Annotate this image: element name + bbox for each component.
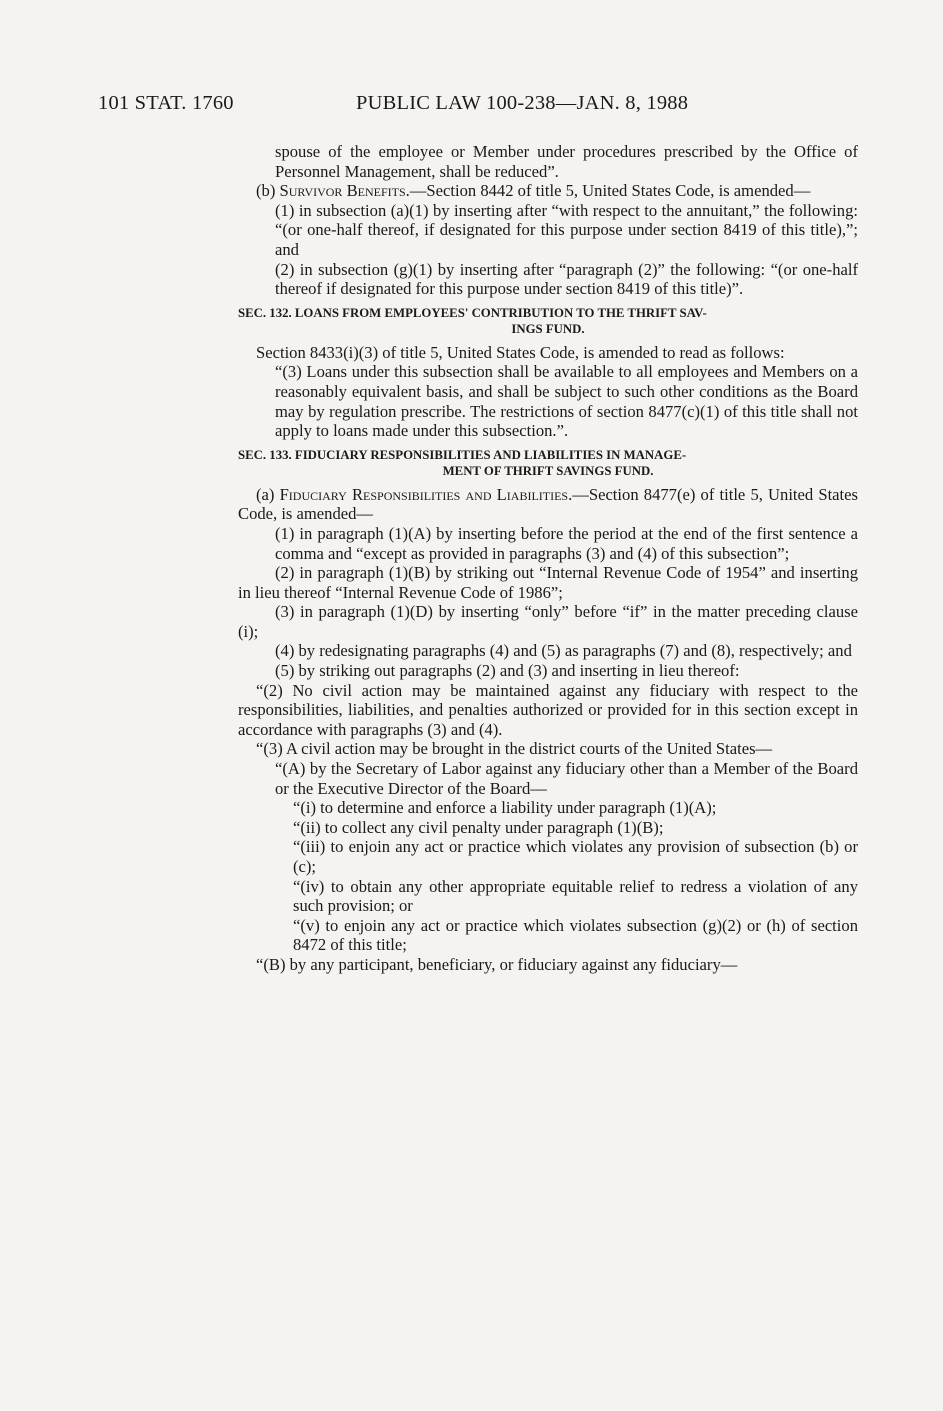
paragraph-text: spouse of the employee or Member under procedures prescribed by the Office of Personnel Management, shall be reduced”.	[275, 142, 858, 181]
document-body	[238, 142, 858, 975]
paragraph-text: (5) by striking out paragraphs (2) and (3) and inserting in lieu thereof:	[275, 661, 740, 681]
paragraph	[238, 362, 858, 440]
paragraph	[238, 485, 858, 524]
subsection-label: (a)	[256, 484, 280, 504]
section-heading	[238, 305, 858, 337]
subsection-label: (b)	[256, 181, 280, 201]
subsection-heading: Survivor Benefits	[279, 181, 406, 201]
paragraph	[238, 739, 858, 759]
paragraph-text: (1) in subsection (a)(1) by inserting after “with respect to the annuitant,” the following: “(or one-half thereof, if designated for this purpose under section 8419 of this title),”; and	[275, 200, 858, 259]
paragraph-text: “(2) No civil action may be maintained against any fiduciary with respect to the responsibilities, liabilities, and penalties authorized or provided for in this section except in accordance with paragraphs (3) and (4).	[238, 680, 858, 739]
paragraph	[238, 181, 858, 201]
paragraph-text: Section 8433(i)(3) of title 5, United States Code, is amended to read as follows:	[256, 342, 785, 362]
paragraph-text: .—Section 8442 of title 5, United States Code, is amended—	[405, 181, 811, 201]
paragraph-text: .—Section 8477(e) of title 5, United States Code, is amended—	[238, 484, 858, 524]
paragraph-text: “(A) by the Secretary of Labor against any fiduciary other than a Member of the Board or the Executive Director of the Board—	[275, 759, 858, 798]
statute-page-number: 101 STAT. 1760	[98, 92, 234, 114]
paragraph	[238, 563, 858, 602]
section-heading-continuation: INGS FUND.	[511, 321, 585, 336]
section-heading-continuation: MENT OF THRIFT SAVINGS FUND.	[442, 463, 654, 478]
section-heading-text: SEC. 133. FIDUCIARY RESPONSIBILITIES AND LIABILITIES IN MANAGE-	[238, 447, 687, 462]
paragraph	[216, 818, 858, 838]
paragraph-text: (4) by redesignating paragraphs (4) and (5) as paragraphs (7) and (8), respectively; and	[275, 641, 852, 661]
paragraph	[216, 877, 858, 916]
paragraph-text: (1) in paragraph (1)(A) by inserting before the period at the end of the first sentence a comma and “except as provided in paragraphs (3) and (4) of this subsection”;	[275, 523, 858, 563]
paragraph	[238, 602, 858, 641]
paragraph-text: “(iv) to obtain any other appropriate equitable relief to redress a violation of any such provision; or	[293, 876, 858, 916]
paragraph-text: “(3) A civil action may be brought in the district courts of the United States—	[256, 739, 773, 759]
section-heading-text: SEC. 132. LOANS FROM EMPLOYEES' CONTRIBUTION TO THE THRIFT SAV-	[238, 305, 707, 320]
section-heading	[238, 447, 858, 479]
paragraph-text: “(i) to determine and enforce a liability under paragraph (1)(A);	[293, 798, 717, 818]
paragraph	[216, 916, 858, 955]
paragraph-text: (2) in subsection (g)(1) by inserting after “paragraph (2)” the following: “(or one-half thereof if designated for this purpose under section 8419 of this title)”.	[275, 259, 858, 299]
paragraph	[238, 759, 858, 798]
running-head: PUBLIC LAW 100-238—JAN. 8, 1988	[356, 92, 689, 114]
paragraph-text: “(3) Loans under this subsection shall be available to all employees and Members on a reasonably equivalent basis, and shall be subject to such other conditions as the Board may by regulation prescribe. The restrictions of section 8477(c)(1) of this title shall not apply to loans made under this subsection.”.	[275, 362, 858, 441]
paragraph-text: “(B) by any participant, beneficiary, or fiduciary against any fiduciary—	[256, 954, 738, 974]
paragraph	[238, 201, 858, 260]
paragraph-text: “(iii) to enjoin any act or practice which violates any provision of subsection (b) or (c);	[293, 837, 858, 876]
paragraph	[238, 524, 858, 563]
paragraph	[238, 661, 858, 681]
subsection-heading: Fiduciary Responsibilities and Liabilities	[279, 484, 569, 504]
paragraph	[238, 142, 858, 181]
paragraph	[238, 641, 858, 661]
paragraph-text: “(ii) to collect any civil penalty under paragraph (1)(B);	[293, 817, 664, 837]
paragraph-text: (3) in paragraph (1)(D) by inserting “only” before “if” in the matter preceding clause (i);	[238, 602, 858, 641]
paragraph	[238, 681, 858, 740]
paragraph-text: (2) in paragraph (1)(B) by striking out “Internal Revenue Code of 1954” and inserting in lieu thereof “Internal Revenue Code of 1986”;	[238, 563, 858, 602]
paragraph	[216, 837, 858, 876]
paragraph	[216, 798, 858, 818]
paragraph	[238, 260, 858, 299]
paragraph	[238, 343, 858, 363]
paragraph	[238, 955, 858, 975]
paragraph-text: “(v) to enjoin any act or practice which violates subsection (g)(2) or (h) of section 8472 of this title;	[293, 915, 858, 955]
